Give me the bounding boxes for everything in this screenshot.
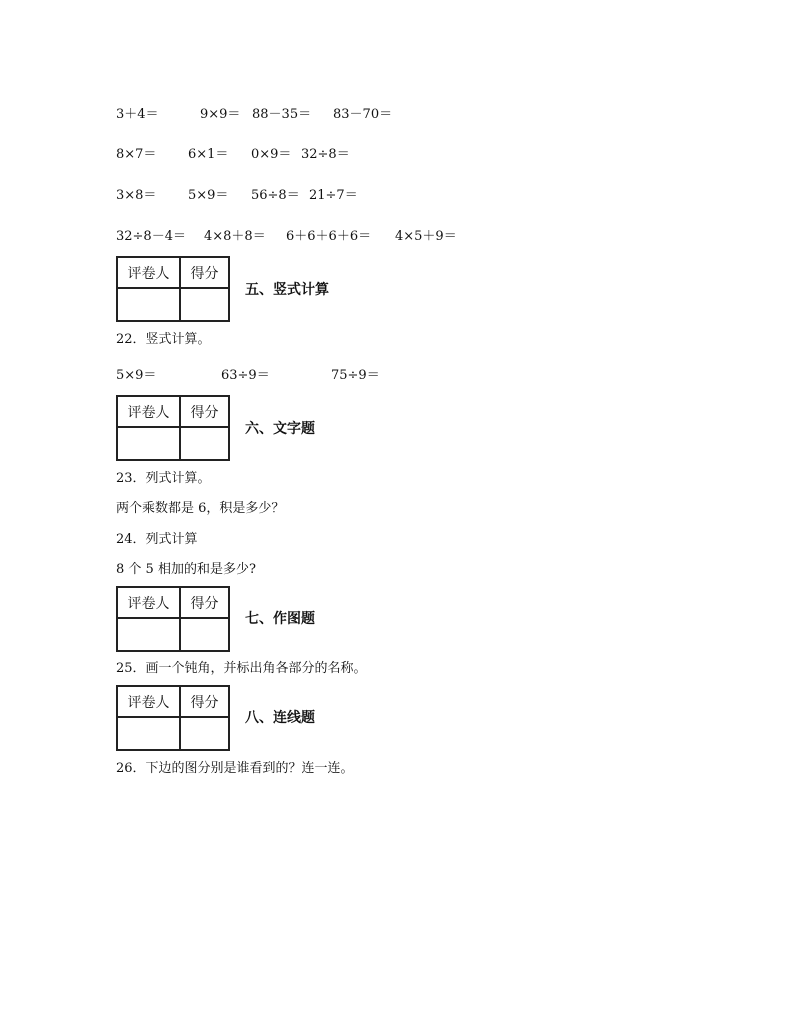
- question-24-detail: 8 个 5 相加的和是多少?: [116, 562, 256, 577]
- reviewer-field[interactable]: [118, 619, 181, 650]
- problem: 6×1＝: [188, 147, 229, 162]
- section-title: 六、文字题: [245, 421, 315, 437]
- score-field[interactable]: [181, 619, 228, 650]
- problem: 88－35＝: [252, 107, 312, 122]
- question-24: 24．列式计算: [116, 532, 198, 547]
- score-box: [116, 586, 230, 652]
- question-22: 22．竖式计算。: [116, 332, 211, 347]
- problem: 32÷8＝: [301, 147, 350, 162]
- score-label: 得分: [181, 687, 228, 718]
- score-label: 得分: [181, 258, 228, 289]
- question-26: 26．下边的图分别是谁看到的？连一连。: [116, 761, 354, 776]
- problem: 83－70＝: [333, 107, 393, 122]
- problem: 0×9＝: [251, 147, 292, 162]
- section-title: 五、竖式计算: [245, 282, 329, 298]
- problem: 75÷9＝: [331, 368, 380, 383]
- reviewer-field[interactable]: [118, 289, 181, 320]
- problem: 4×8＋8＝: [204, 229, 266, 244]
- problem: 9×9＝: [200, 107, 241, 122]
- problem: 5×9＝: [188, 188, 229, 203]
- score-field[interactable]: [181, 718, 228, 749]
- score-box: [116, 685, 230, 751]
- score-box: [116, 395, 230, 461]
- reviewer-label: 评卷人: [118, 588, 181, 619]
- section-title: 七、作图题: [245, 611, 315, 627]
- score-label: 得分: [181, 397, 228, 428]
- problem: 21÷7＝: [309, 188, 358, 203]
- problem: 6＋6＋6＋6＝: [286, 229, 372, 244]
- reviewer-label: 评卷人: [118, 397, 181, 428]
- reviewer-label: 评卷人: [118, 258, 181, 289]
- problem: 56÷8＝: [251, 188, 300, 203]
- score-box: [116, 256, 230, 322]
- question-25: 25．画一个钝角，并标出角各部分的名称。: [116, 661, 367, 676]
- problem: 32÷8－4＝: [116, 229, 186, 244]
- reviewer-label: 评卷人: [118, 687, 181, 718]
- problem: 3＋4＝: [116, 107, 159, 122]
- problem: 3×8＝: [116, 188, 157, 203]
- reviewer-field[interactable]: [118, 428, 181, 459]
- section-title: 八、连线题: [245, 710, 315, 726]
- score-label: 得分: [181, 588, 228, 619]
- problem: 63÷9＝: [221, 368, 270, 383]
- problem: 4×5＋9＝: [395, 229, 457, 244]
- score-field[interactable]: [181, 289, 228, 320]
- score-field[interactable]: [181, 428, 228, 459]
- question-23: 23．列式计算。: [116, 471, 211, 486]
- problem: 8×7＝: [116, 147, 157, 162]
- reviewer-field[interactable]: [118, 718, 181, 749]
- problem: 5×9＝: [116, 368, 157, 383]
- question-23-detail: 两个乘数都是 6，积是多少？: [116, 501, 285, 516]
